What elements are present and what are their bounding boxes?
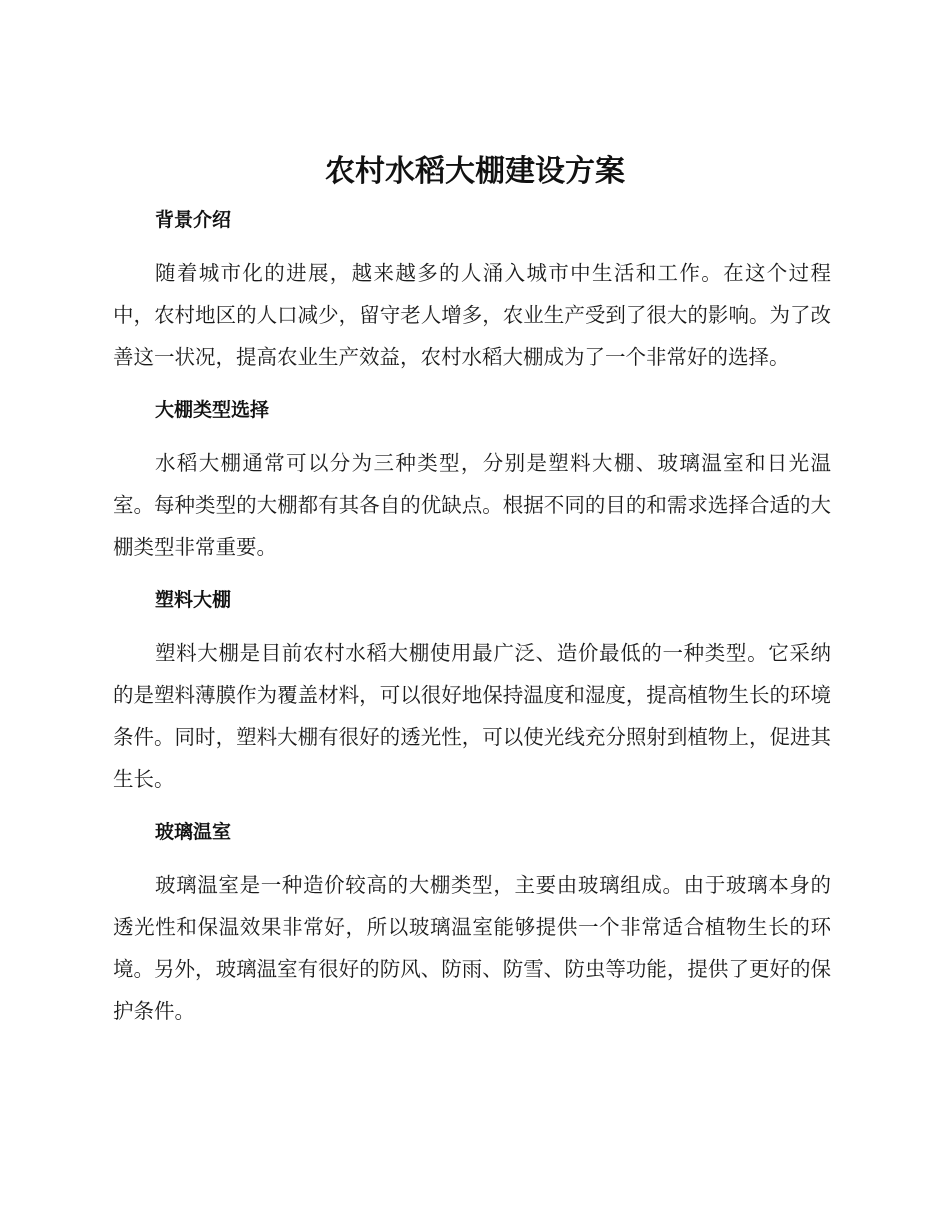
section-paragraph: 水稻大棚通常可以分为三种类型，分别是塑料大棚、玻璃温室和日光温室。每种类型的大棚都有其各自的优缺点。根据不同的目的和需求选择合适的大棚类型非常重要。 [113, 451, 831, 559]
section-heading: 玻璃温室 [155, 821, 232, 843]
section-background [113, 200, 831, 378]
section-paragraph: 随着城市化的进展，越来越多的人涌入城市中生活和工作。在这个过程中，农村地区的人口减少，留守老人增多，农业生产受到了很大的影响。为了改善这一状况，提高农业生产效益，农村水稻大棚成为了一个非常好的选择。 [113, 261, 831, 369]
section-glass-greenhouse [113, 812, 831, 1032]
section-paragraph: 塑料大棚是目前农村水稻大棚使用最广泛、造价最低的一种类型。它采纳的是塑料薄膜作为覆盖材料，可以很好地保持温度和湿度，提高植物生长的环境条件。同时，塑料大棚有很好的透光性，可以使光线充分照射到植物上，促进其生长。 [113, 641, 831, 791]
section-heading: 大棚类型选择 [155, 399, 270, 421]
section-paragraph: 玻璃温室是一种造价较高的大棚类型，主要由玻璃组成。由于玻璃本身的透光性和保温效果非常好，所以玻璃温室能够提供一个非常适合植物生长的环境。另外，玻璃温室有很好的防风、防雨、防雪、防虫等功能，提供了更好的保护条件。 [113, 873, 831, 1023]
section-greenhouse-types [113, 390, 831, 568]
section-plastic-greenhouse [113, 580, 831, 800]
section-heading: 塑料大棚 [155, 589, 232, 611]
document-title: 农村水稻大棚建设方案 [325, 154, 625, 189]
section-heading: 背景介绍 [155, 209, 232, 231]
document-body [113, 200, 831, 1044]
